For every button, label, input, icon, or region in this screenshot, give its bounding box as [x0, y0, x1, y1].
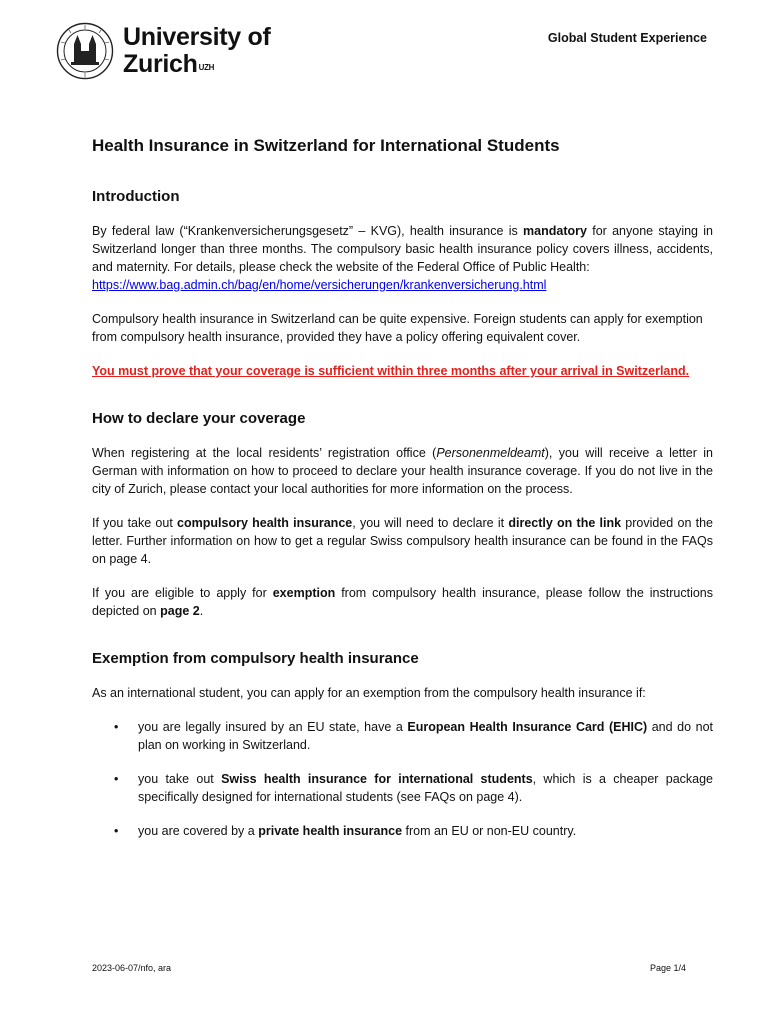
list-item [92, 822, 713, 840]
page-title: Health Insurance in Switzerland for International Students [92, 136, 560, 155]
list-item [92, 718, 713, 754]
warning-notice: You must prove that your coverage is sufficient within three months after your arrival in Switzerland. [92, 364, 690, 378]
b3-text-a: you are covered by a [138, 824, 259, 838]
declare-p3-exemption: exemption [272, 586, 336, 600]
declare-p2-text-c: , you will need to declare it [352, 516, 509, 530]
intro-paragraph-2: Compulsory health insurance in Switzerland can be quite expensive. Foreign students can apply for exemption from compulsory health insurance, provided they have a policy offering equivalent cover. [92, 312, 703, 344]
declare-p3-page-2: page 2 [160, 604, 200, 618]
b2-text-c: , which is a cheaper package specifically designed for international students (see FAQs on page 4). [138, 772, 714, 804]
intro-p1-text-a: By federal law (“Krankenversicherungsgesetz” – KVG), health insurance is [92, 224, 524, 238]
declare-p2-text-e: provided on the letter. Further information on how to get a regular Swiss compulsory health insurance can be found in the FAQs on page 4. [92, 516, 714, 566]
university-seal-icon [56, 22, 114, 80]
declare-p3-text-e: . [199, 604, 204, 618]
declare-p1-text-c: ), you will receive a letter in German with information on how to proceed to declare your health insurance coverage. If you do not live in the city of Zurich, please contact your local authorities for more information on the process. [92, 446, 713, 496]
logo-zurich: Zurich [123, 50, 198, 78]
declare-paragraph-2 [92, 514, 713, 568]
heading-exemption: Exemption from compulsory health insurance [92, 650, 419, 667]
b1-text-a: you are legally insured by an EU state, have a [138, 720, 408, 734]
declare-p2-compulsory: compulsory health insurance [177, 516, 353, 530]
b2-text-a: you take out [138, 772, 222, 786]
declare-p1-office: Personenmeldeamt [436, 446, 545, 460]
b1-ehic: European Health Insurance Card (EHIC) [407, 720, 648, 734]
intro-paragraph-1 [92, 222, 713, 294]
b3-private-insurance: private health insurance [258, 824, 403, 838]
declare-p2-text-a: If you take out [92, 516, 178, 530]
intro-p1-mandatory: mandatory [523, 224, 587, 238]
department-name: Global Student Experience [547, 31, 707, 45]
heading-declare-coverage: How to declare your coverage [92, 410, 306, 427]
declare-paragraph-1 [92, 444, 713, 498]
declare-p2-direct-link: directly on the link [508, 516, 622, 530]
list-item [92, 770, 713, 806]
bag-website-link[interactable]: https://www.bag.admin.ch/bag/en/home/versicherungen/krankenversicherung.html [92, 278, 547, 292]
exemption-intro: As an international student, you can apply for an exemption from the compulsory health insurance if: [92, 686, 646, 700]
declare-paragraph-3 [92, 584, 713, 620]
b2-swiss-insurance: Swiss health insurance for international students [221, 772, 533, 786]
document-body [92, 136, 713, 856]
b1-text-c: and do not plan on working in Switzerland. [138, 720, 713, 752]
b3-text-c: from an EU or non-EU country. [402, 824, 577, 838]
intro-p1-text-c: for anyone staying in Switzerland longer than three months. The compulsory basic health insurance policy covers illness, accidents, and maternity. For details, please check the website of the Federal Office of Public Health: [92, 224, 714, 274]
footer-reference: 2023-06-07/nfo, ara [92, 963, 172, 973]
declare-p1-text-a: When registering at the local residents’ registration office ( [92, 446, 437, 460]
university-logo [56, 22, 271, 80]
logo-line-1: University of [123, 23, 271, 51]
exemption-list [92, 718, 713, 840]
heading-introduction: Introduction [92, 188, 180, 205]
logo-uzh: UZH [198, 63, 215, 72]
university-wordmark [123, 24, 271, 78]
page-number: Page 1/4 [649, 963, 686, 973]
declare-p3-text-a: If you are eligible to apply for [92, 586, 273, 600]
declare-p3-text-c: from compulsory health insurance, please follow the instructions depicted on [92, 586, 713, 618]
logo-line-2 [123, 51, 271, 78]
